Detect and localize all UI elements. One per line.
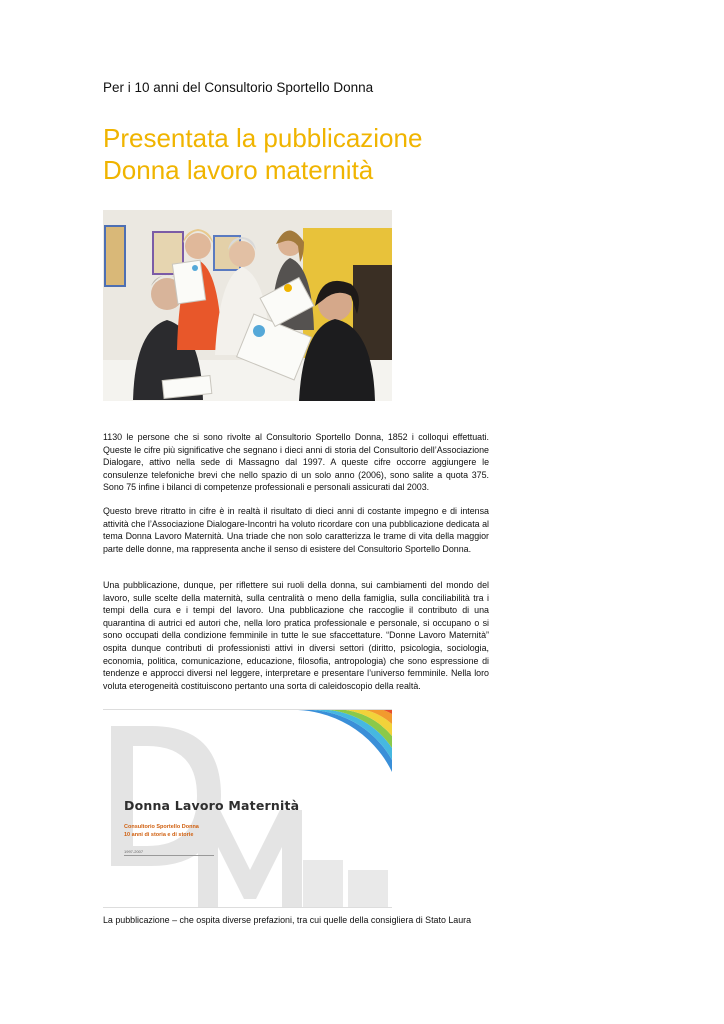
cover-years: 1997-2007 [124,849,144,854]
headline-line-2: Donna lavoro maternità [103,155,374,185]
article-headline [103,122,543,186]
publication-cover [103,709,392,908]
cover-title: Donna Lavoro Maternità [124,798,300,813]
group-photo [103,210,392,401]
article-paragraph: Questo breve ritratto in cifre è in realtà il risultato di dieci anni di costante impegno e di intensa attività che l’Associazione Dialogare-Incontri ha voluto ricordare con una pubblicazione dedicata al tema Donna Lavoro Maternità. Una triade che non solo caratterizza le trame di vita della maggior parte delle donne, ma rappresenta anche il senso di esistere del Consultorio Sportello Donna. [103,506,489,554]
article-paragraph: 1130 le persone che si sono rivolte al Consultorio Sportello Donna, 1852 i colloqui effettuati. Queste le cifre più significative che segnano i dieci anni di storia del Consultorio dell’Associazione Dialogare, attivo nella sede di Massagno dal 1997. A queste cifre occorre aggiungere le consulenze telefoniche brevi che nello spazio di un solo anno (2006), sono salite a quota 375. Sono 75 infine i bilanci di competenze professionali e personali assicurati dal 2003. [103,432,489,493]
headline-line-1: Presentata la pubblicazione [103,123,423,153]
cover-divider [124,855,214,856]
article-paragraph: La pubblicazione – che ospita diverse prefazioni, tra cui quelle della consigliera di Stato Laura [103,915,472,925]
cover-subtitle-2: 10 anni di storia e di storie [124,832,194,838]
cover-subtitle-1: Consultorio Sportello Donna [124,824,199,830]
article-paragraph: Una pubblicazione, dunque, per riflettere sui ruoli della donna, sui cambiamenti del mondo del lavoro, sulle scelte della maternità, sulla centralità o meno della famiglia, sulla conciliabilità tra i tempi della cura e i tempi del lavoro. Una pubblicazione che raccoglie il contributo di una quarantina di autrici ed autori che, nella loro pratica professionale e personale, si occupano o si sono occupati della condizione femminile in tutte le sue sfaccettature. “Donne Lavoro Maternità” ospita dunque contributi di professionisti attivi in diversi settori (diritto, psicologia, sociologia, economia, politica, comunicazione, educazione, filosofia, antropologia) che sono espressione di tendenze e approcci diversi nel leggere, interpretare e presentare l’universo femminile. Nella loro voluta eterogeneità costituiscono pertanto una sorta di caleidoscopio della realtà. [103,580,489,691]
group-photo-illustration [103,210,392,401]
article-kicker: Per i 10 anni del Consultorio Sportello Donna [103,80,374,95]
